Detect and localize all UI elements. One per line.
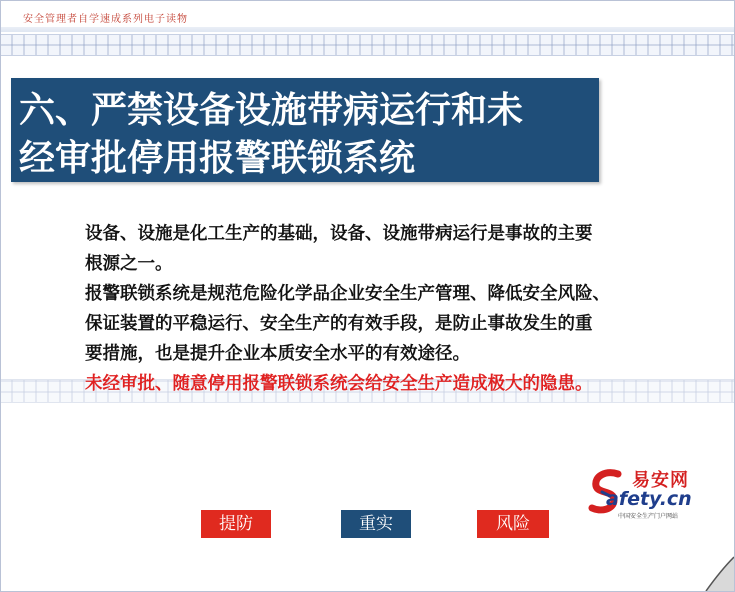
body-line: 设备、设施是化工生产的基础，设备、设施带病运行是事故的主要 — [85, 224, 593, 244]
body-line: 要措施，也是提升企业本质安全水平的有效途径。 — [85, 344, 470, 364]
slide-body — [85, 219, 685, 399]
slide-title-line-1: 六、严禁设备设施带病运行和未 — [19, 90, 524, 131]
logo-name-cn: 易安网 — [632, 470, 689, 491]
slide-title-box — [11, 78, 599, 182]
page-curl-icon — [702, 555, 734, 591]
zhongshi-button[interactable]: 重实 — [341, 510, 411, 538]
series-title: 安全管理者自学速成系列电子读物 — [23, 14, 188, 25]
logo-tagline: 中国安全生产门户网站 — [618, 513, 679, 520]
top-rule — [1, 27, 734, 32]
fengxian-button[interactable]: 风险 — [477, 510, 549, 538]
body-line: 保证装置的平稳运行、安全生产的有效手段，是防止事故发生的重 — [85, 314, 593, 334]
body-line: 根源之一。 — [85, 254, 173, 274]
decorative-border-band — [1, 34, 734, 56]
safety-cn-logo[interactable] — [588, 464, 708, 522]
body-line: 报警联锁系统是规范危险化学品企业安全生产管理、降低安全风险、 — [85, 284, 610, 304]
tifang-button[interactable]: 提防 — [201, 510, 271, 538]
slide-title-line-2: 经审批停用报警联锁系统 — [19, 138, 416, 179]
logo-name-en: afety.cn — [606, 488, 692, 510]
warning-line: 未经审批、随意停用报警联锁系统会给安全生产造成极大的隐患。 — [85, 374, 593, 394]
